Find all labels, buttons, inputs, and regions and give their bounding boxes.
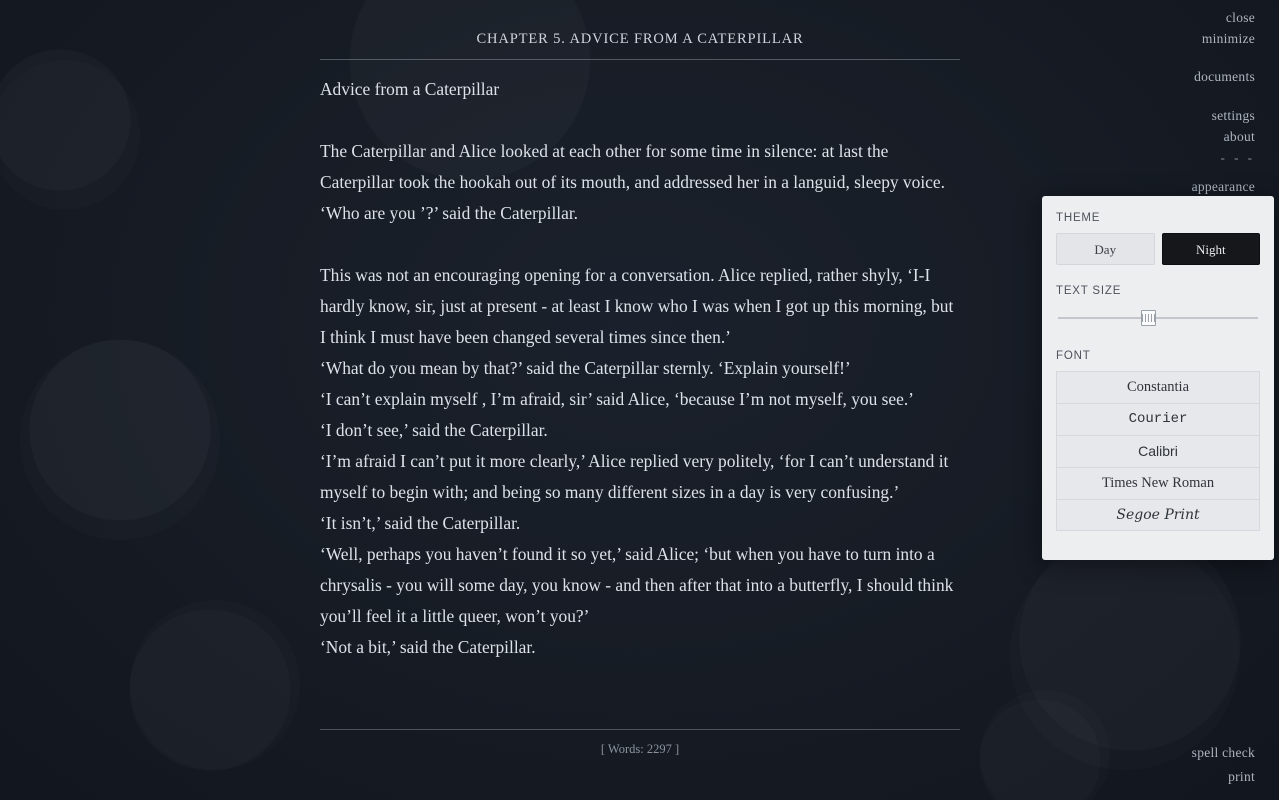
- paragraph: ‘It isn’t,’ said the Caterpillar.: [320, 513, 521, 533]
- theme-day-button[interactable]: Day: [1056, 233, 1155, 265]
- menu-item-appearance[interactable]: appearance: [1191, 179, 1255, 194]
- paragraph: ‘Not a bit,’ said the Caterpillar.: [320, 637, 536, 657]
- font-option-segoe-print[interactable]: Segoe Print: [1056, 499, 1260, 531]
- background-texture: [0, 60, 140, 210]
- menu-item-settings[interactable]: settings: [1211, 108, 1255, 123]
- menu-item-documents[interactable]: documents: [1194, 69, 1255, 84]
- document-title-line: Advice from a Caterpillar: [320, 79, 500, 99]
- theme-label: THEME: [1056, 212, 1101, 224]
- chapter-heading: CHAPTER 5. ADVICE FROM A CATERPILLAR: [476, 31, 804, 47]
- paragraph: ‘I can’t explain myself , I’m afraid, sir’ said Alice, ‘because I’m not myself, you see.’: [320, 389, 914, 409]
- paragraph: The Caterpillar and Alice looked at each other for some time in silence: at last the Caterpillar took the hookah out of its mouth, and addressed her in a languid, sleepy voice.: [320, 141, 945, 192]
- slider-track[interactable]: [1058, 317, 1258, 319]
- menu-item-about[interactable]: about: [1223, 129, 1255, 144]
- font-option-calibri[interactable]: Calibri: [1056, 435, 1260, 467]
- menu-item-spell-check[interactable]: spell check: [1191, 745, 1255, 760]
- background-texture: [980, 690, 1110, 800]
- text-size-label: TEXT SIZE: [1056, 285, 1122, 297]
- font-option-courier[interactable]: Courier: [1056, 403, 1260, 435]
- document-area[interactable]: [320, 0, 960, 800]
- footer-divider: [320, 729, 960, 730]
- background-texture: [1010, 540, 1240, 770]
- paragraph: ‘Who are you ’?’ said the Caterpillar.: [320, 203, 579, 223]
- theme-option-group[interactable]: [1056, 233, 1260, 265]
- paragraph: ‘I’m afraid I can’t put it more clearly,’ Alice replied very politely, ‘for I can’t understand it myself to begin with; and being so many different sizes in a day is very confusing.’: [320, 451, 949, 502]
- text-size-slider[interactable]: [1056, 306, 1260, 330]
- paragraph: This was not an encouraging opening for a conversation. Alice replied, rather shyly, ‘I-I hardly know, sir, just at present - at least I know who I was when I got up this morning, but I think I must have been changed several times since then.’: [320, 265, 954, 347]
- background-texture: [20, 340, 220, 540]
- document-body[interactable]: [320, 74, 960, 663]
- paragraph: ‘Well, perhaps you haven’t found it so yet,’ said Alice; ‘but when you have to turn into a chrysalis - you will some day, you know - and then after that into a butterfly, I should think you’ll feel it a little queer, won’t you?’: [320, 544, 954, 626]
- theme-night-button[interactable]: Night: [1162, 233, 1261, 265]
- header-divider: [320, 59, 960, 60]
- menu-item-print[interactable]: print: [1228, 769, 1255, 784]
- background-texture: [130, 600, 300, 770]
- appearance-settings-panel[interactable]: [1042, 196, 1274, 560]
- font-option-list[interactable]: [1056, 371, 1260, 531]
- menu-item-minimize[interactable]: minimize: [1201, 31, 1255, 46]
- paragraph: ‘What do you mean by that?’ said the Caterpillar sternly. ‘Explain yourself!’: [320, 358, 851, 378]
- menu-item-close[interactable]: close: [1225, 10, 1255, 25]
- font-option-constantia[interactable]: Constantia: [1056, 371, 1260, 403]
- paragraph: ‘I don’t see,’ said the Caterpillar.: [320, 420, 548, 440]
- word-count: [ Words: 2297 ]: [600, 742, 680, 756]
- slider-thumb[interactable]: [1141, 310, 1156, 326]
- menu-separator-dots: - - -: [1220, 150, 1255, 165]
- font-option-times-new-roman[interactable]: Times New Roman: [1056, 467, 1260, 499]
- font-label: FONT: [1056, 350, 1091, 362]
